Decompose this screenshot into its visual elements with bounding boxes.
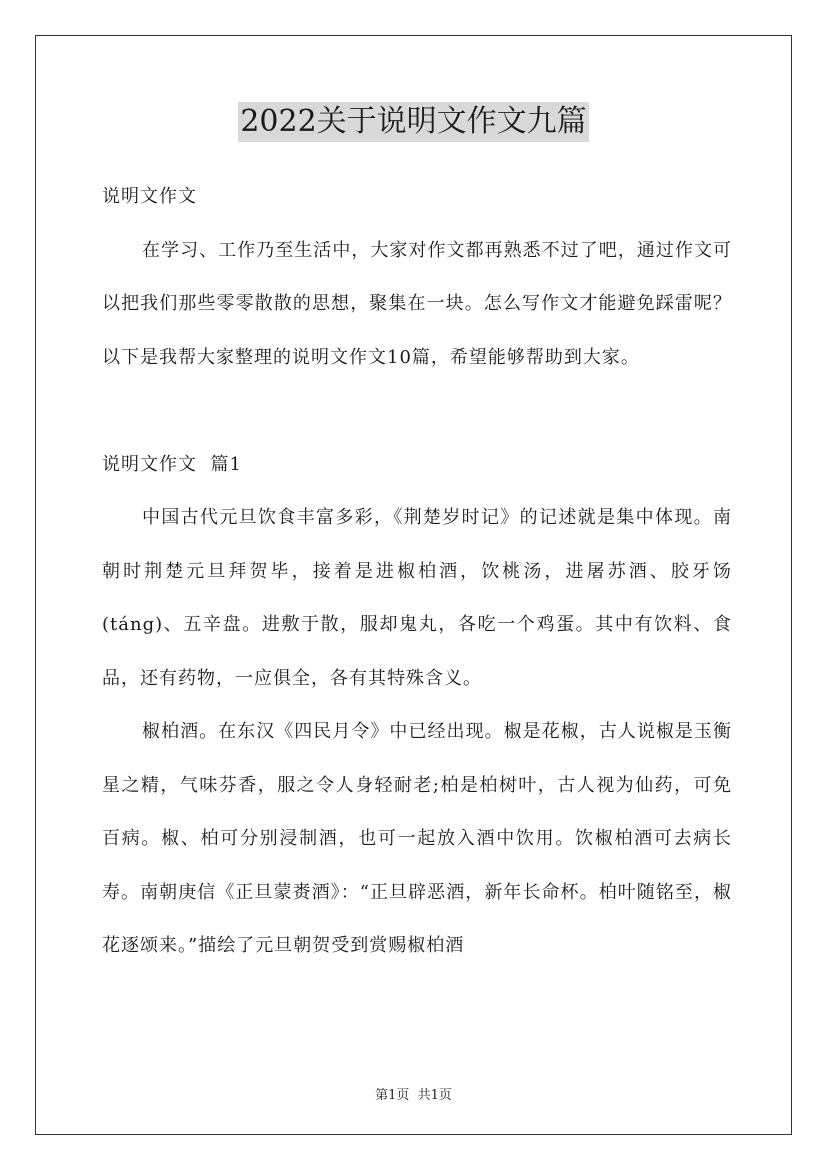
document-body bbox=[102, 170, 732, 973]
section-heading-intro: 说明文作文 bbox=[102, 186, 197, 207]
document-title: 2022关于说明文作文九篇 bbox=[238, 102, 588, 142]
page-number-label: 第1页 共1页 bbox=[375, 1088, 452, 1103]
section1-paragraph-2: 椒柏酒。在东汉《四民月令》中已经出现。椒是花椒，古人说椒是玉衡星之精，气味芬香，服之令人身轻耐老;柏是柏树叶，古人视为仙药，可免百病。椒、柏可分别浸制酒，也可一起放入酒中饮用。饮椒柏酒可去病长寿。南朝庚信《正旦蒙赉酒》：“正旦辟恶酒，新年长命杯。柏叶随铭至，椒花逐颂来。”描绘了元旦朝贺受到赏赐椒柏酒 bbox=[102, 721, 732, 956]
page-footer bbox=[0, 1084, 827, 1103]
section1-paragraph-1: 中国古代元旦饮食丰富多彩，《荆楚岁时记》的记述就是集中体现。南朝时荆楚元旦拜贺毕，接着是进椒柏酒，饮桃汤，进屠苏酒、胶牙饧(táng)、五辛盘。进敷于散，服却鬼丸，各吃一个鸡蛋。其中有饮料、食品，还有药物，一应俱全，各有其特殊含义。 bbox=[102, 507, 732, 689]
title-container bbox=[0, 102, 827, 142]
intro-paragraph: 在学习、工作乃至生活中，大家对作文都再熟悉不过了吧，通过作文可以把我们那些零零散散的思想，聚集在一块。怎么写作文才能避免踩雷呢？以下是我帮大家整理的说明文作文10篇，希望能够帮助到大家。 bbox=[102, 239, 732, 368]
section-spacer bbox=[102, 384, 732, 438]
section-heading-1: 说明文作文 篇1 bbox=[102, 453, 242, 475]
